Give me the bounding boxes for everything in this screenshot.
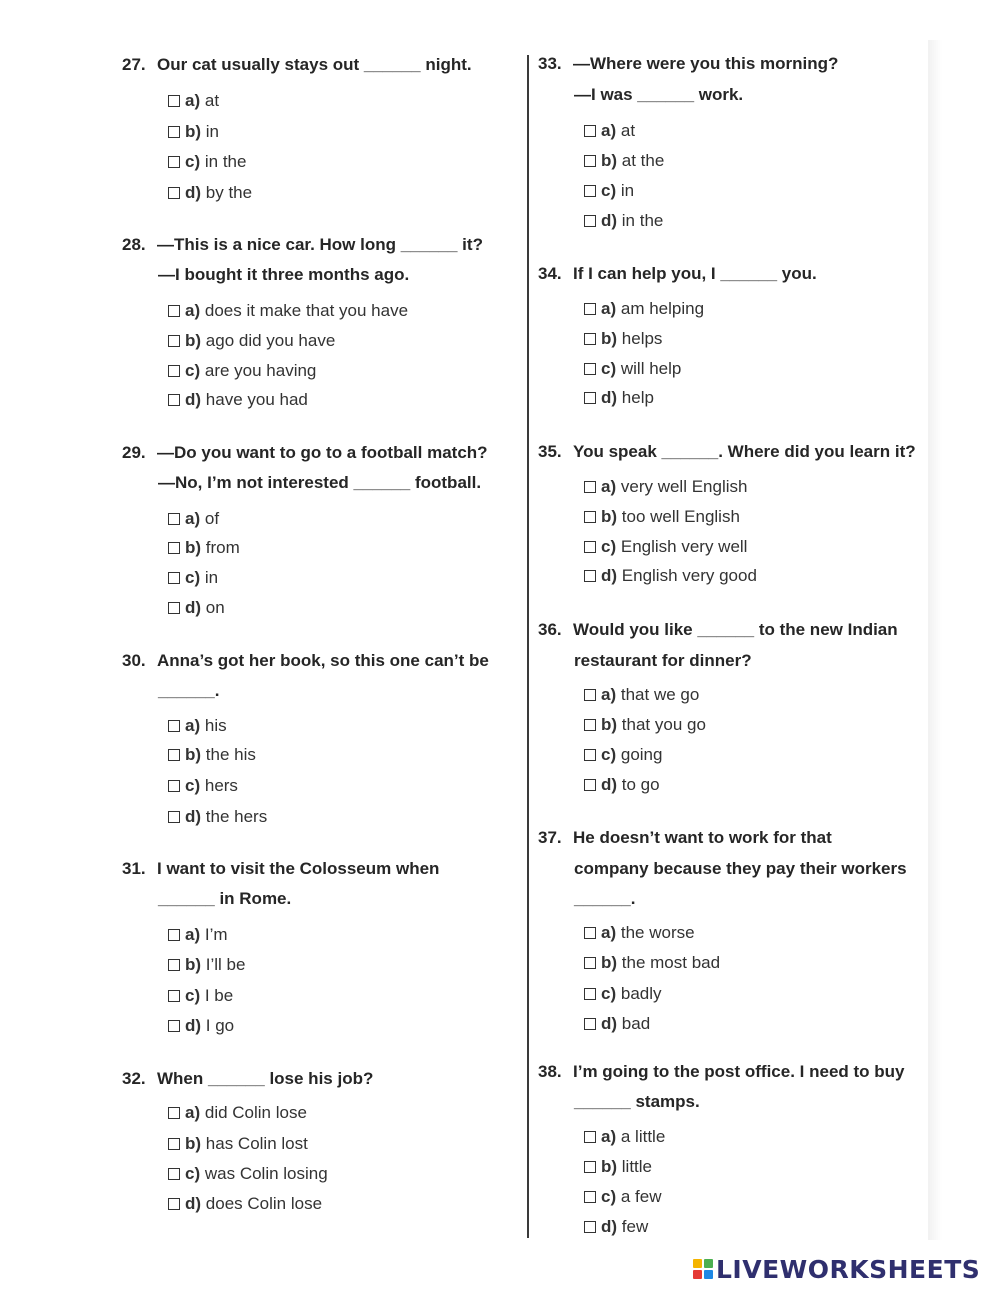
question-stem: 35. You speak ______. Where did you learn it? [538,442,916,461]
checkbox[interactable] [168,959,180,971]
question-number: 31. [122,859,146,878]
option-c[interactable]: c) going [584,744,662,766]
option-c[interactable]: c) hers [168,775,238,797]
option-a[interactable]: a) of [168,508,219,530]
checkbox[interactable] [168,1198,180,1210]
logo-square [693,1259,702,1268]
checkbox[interactable] [168,1138,180,1150]
checkbox[interactable] [584,749,596,761]
option-b[interactable]: b) at the [584,150,664,172]
checkbox[interactable] [168,602,180,614]
option-a[interactable]: a) I’m [168,924,228,946]
question-stem: 31. I want to visit the Colosseum when [122,859,440,878]
option-c[interactable]: c) in the [168,151,246,173]
checkbox[interactable] [584,957,596,969]
question-stem-line-2: ______ in Rome. [158,889,292,908]
checkbox[interactable] [168,365,180,377]
checkbox[interactable] [168,929,180,941]
checkbox[interactable] [584,1221,596,1233]
checkbox[interactable] [584,155,596,167]
question-number: 27. [122,55,146,74]
column-divider [527,55,529,1238]
question-number: 35. [538,442,562,461]
checkbox[interactable] [584,779,596,791]
option-a[interactable]: a) does it make that you have [168,300,408,322]
logo-square [704,1270,713,1279]
checkbox[interactable] [584,392,596,404]
question-number: 28. [122,235,146,254]
checkbox[interactable] [168,187,180,199]
question-stem-line-2: ______ stamps. [574,1092,700,1111]
question-stem: 29. —Do you want to go to a football match? [122,443,488,462]
question-number: 38. [538,1062,562,1081]
question-stem: 34. If I can help you, I ______ you. [538,264,817,283]
option-b[interactable]: b) that you go [584,714,706,736]
option-c[interactable]: c) a few [584,1186,662,1208]
option-d[interactable]: d) English very good [584,565,757,587]
option-b[interactable]: b) little [584,1156,652,1178]
checkbox[interactable] [584,303,596,315]
option-c[interactable]: c) in [584,180,634,202]
question-number: 30. [122,651,146,670]
checkbox[interactable] [584,1161,596,1173]
option-d[interactable]: d) to go [584,774,660,796]
option-b[interactable]: b) from [168,537,240,559]
option-b[interactable]: b) ago did you have [168,330,335,352]
option-d[interactable]: d) bad [584,1013,650,1035]
logo-square [704,1259,713,1268]
question-number: 36. [538,620,562,639]
option-a[interactable]: a) his [168,715,227,737]
option-a[interactable]: a) at [168,90,219,112]
option-c[interactable]: c) badly [584,983,662,1005]
checkbox[interactable] [168,305,180,317]
option-b[interactable]: b) too well English [584,506,740,528]
logo-text: LIVEWORKSHEETS [716,1254,981,1284]
option-d[interactable]: d) help [584,387,654,409]
checkbox[interactable] [584,541,596,553]
option-b[interactable]: b) the most bad [584,952,720,974]
question-stem-line-2: restaurant for dinner? [574,651,752,670]
question-stem: 38. I’m going to the post office. I need to buy [538,1062,905,1081]
option-d[interactable]: d) on [168,597,225,619]
option-d[interactable]: d) by the [168,182,252,204]
option-d[interactable]: d) in the [584,210,663,232]
option-c[interactable]: c) are you having [168,360,316,382]
checkbox[interactable] [584,511,596,523]
checkbox[interactable] [584,719,596,731]
option-b[interactable]: b) helps [584,328,662,350]
checkbox[interactable] [584,988,596,1000]
option-a[interactable]: a) at [584,120,635,142]
checkbox[interactable] [584,1131,596,1143]
checkbox[interactable] [168,720,180,732]
question-stem: 30. Anna’s got her book, so this one can’t be [122,651,489,670]
checkbox[interactable] [584,333,596,345]
checkbox[interactable] [584,363,596,375]
checkbox[interactable] [168,394,180,406]
option-a[interactable]: a) am helping [584,298,704,320]
question-stem: 32. When ______ lose his job? [122,1069,374,1088]
question-number: 37. [538,828,562,847]
checkbox[interactable] [168,126,180,138]
checkbox[interactable] [584,481,596,493]
checkbox[interactable] [168,335,180,347]
question-stem-line-2: —I bought it three months ago. [158,265,410,284]
option-c[interactable]: c) in [168,567,218,589]
question-stem: 28. —This is a nice car. How long ______ it? [122,235,483,254]
page-edge-shadow [928,40,942,1240]
option-d[interactable]: d) the hers [168,806,267,828]
question-stem: 27. Our cat usually stays out ______ night. [122,55,472,74]
logo-square [693,1270,702,1279]
question-stem-line-3: ______. [574,889,636,908]
checkbox[interactable] [584,570,596,582]
option-b[interactable]: b) the his [168,744,256,766]
option-d[interactable]: d) have you had [168,389,308,411]
option-a[interactable]: a) did Colin lose [168,1102,307,1124]
liveworksheets-logo[interactable] [693,1254,980,1284]
checkbox[interactable] [168,990,180,1002]
question-number: 34. [538,264,562,283]
option-a[interactable]: a) very well English [584,476,747,498]
question-stem-line-2: —I was ______ work. [574,85,744,104]
checkbox[interactable] [168,1020,180,1032]
option-d[interactable]: d) few [584,1216,648,1238]
option-d[interactable]: d) does Colin lose [168,1193,322,1215]
question-stem-line-2: ______. [158,681,220,700]
question-stem: 36. Would you like ______ to the new Indian [538,620,898,639]
liveworksheets-logo-icon [693,1259,713,1279]
checkbox[interactable] [168,513,180,525]
option-c[interactable]: c) I be [168,985,233,1007]
checkbox[interactable] [168,811,180,823]
checkbox[interactable] [584,1018,596,1030]
checkbox[interactable] [168,95,180,107]
checkbox[interactable] [168,542,180,554]
checkbox[interactable] [168,749,180,761]
question-number: 33. [538,54,562,73]
question-number: 32. [122,1069,146,1088]
checkbox[interactable] [168,1107,180,1119]
checkbox[interactable] [584,689,596,701]
question-number: 29. [122,443,146,462]
option-c[interactable]: c) English very well [584,536,747,558]
option-c[interactable]: c) will help [584,358,681,380]
question-stem-line-2: —No, I’m not interested ______ football. [158,473,482,492]
option-a[interactable]: a) a little [584,1126,665,1148]
checkbox[interactable] [584,927,596,939]
checkbox[interactable] [168,1168,180,1180]
option-b[interactable]: b) in [168,121,219,143]
question-stem-line-2: company because they pay their workers [574,859,907,878]
checkbox[interactable] [584,215,596,227]
option-a[interactable]: a) that we go [584,684,699,706]
checkbox[interactable] [584,1191,596,1203]
option-b[interactable]: b) has Colin lost [168,1133,308,1155]
checkbox[interactable] [584,125,596,137]
question-stem: 33. —Where were you this morning? [538,54,839,73]
checkbox[interactable] [168,780,180,792]
option-c[interactable]: c) was Colin losing [168,1163,328,1185]
option-b[interactable]: b) I’ll be [168,954,245,976]
option-a[interactable]: a) the worse [584,922,695,944]
checkbox[interactable] [168,572,180,584]
checkbox[interactable] [584,185,596,197]
checkbox[interactable] [168,156,180,168]
question-stem: 37. He doesn’t want to work for that [538,828,832,847]
option-d[interactable]: d) I go [168,1015,234,1037]
